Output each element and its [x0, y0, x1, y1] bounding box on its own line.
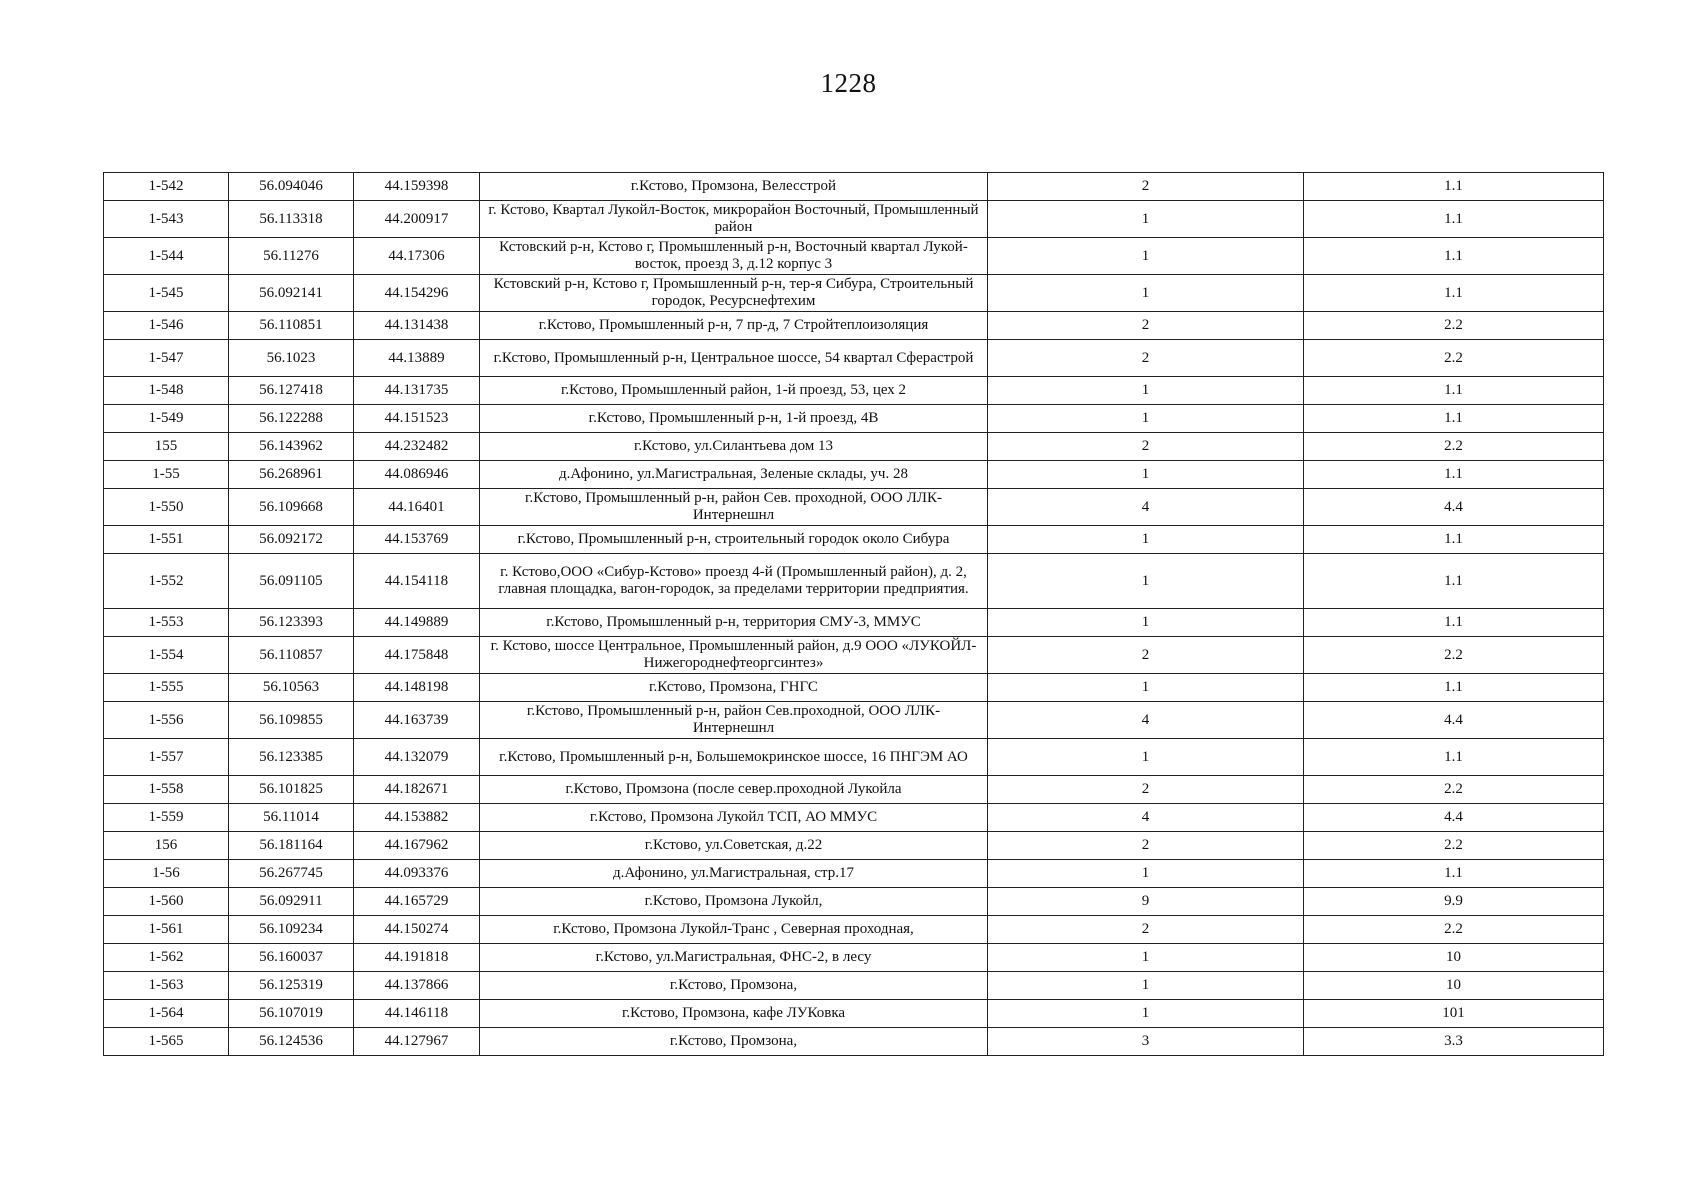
- latitude-cell: 56.1023: [229, 340, 354, 377]
- count-cell: 2: [988, 433, 1304, 461]
- address-cell: г.Кстово, Промзона,: [480, 972, 988, 1000]
- longitude-cell: 44.200917: [354, 201, 480, 238]
- row-id-cell: 1-565: [104, 1028, 229, 1056]
- row-id-cell: 1-556: [104, 702, 229, 739]
- address-cell: г.Кстово, Промышленный р-н, Большемокринское шоссе, 16 ПНГЭМ АО: [480, 739, 988, 776]
- row-id-cell: 1-56: [104, 860, 229, 888]
- address-cell: г.Кстово, ул.Советская, д.22: [480, 832, 988, 860]
- address-cell: г.Кстово, Промзона, ГНГС: [480, 674, 988, 702]
- row-id-cell: 1-543: [104, 201, 229, 238]
- longitude-cell: 44.159398: [354, 173, 480, 201]
- table-body: [104, 173, 1604, 1056]
- latitude-cell: 56.110857: [229, 637, 354, 674]
- table-row: [104, 1000, 1604, 1028]
- row-id-cell: 1-558: [104, 776, 229, 804]
- address-cell: д.Афонино, ул.Магистральная, Зеленые склады, уч. 28: [480, 461, 988, 489]
- table-row: [104, 888, 1604, 916]
- address-cell: г. Кстово, Квартал Лукойл-Восток, микрорайон Восточный, Промышленный район: [480, 201, 988, 238]
- address-cell: г.Кстово, Промышленный р-н, строительный городок около Сибура: [480, 526, 988, 554]
- longitude-cell: 44.086946: [354, 461, 480, 489]
- value-cell: 1.1: [1304, 461, 1604, 489]
- table-row: [104, 739, 1604, 776]
- value-cell: 4.4: [1304, 489, 1604, 526]
- row-id-cell: 156: [104, 832, 229, 860]
- row-id-cell: 155: [104, 433, 229, 461]
- latitude-cell: 56.109855: [229, 702, 354, 739]
- latitude-cell: 56.091105: [229, 554, 354, 609]
- longitude-cell: 44.191818: [354, 944, 480, 972]
- latitude-cell: 56.092172: [229, 526, 354, 554]
- longitude-cell: 44.16401: [354, 489, 480, 526]
- table-row: [104, 340, 1604, 377]
- row-id-cell: 1-545: [104, 275, 229, 312]
- page-number: 1228: [820, 68, 877, 98]
- longitude-cell: 44.154296: [354, 275, 480, 312]
- latitude-cell: 56.125319: [229, 972, 354, 1000]
- longitude-cell: 44.153769: [354, 526, 480, 554]
- table-row: [104, 275, 1604, 312]
- value-cell: 2.2: [1304, 433, 1604, 461]
- address-cell: г.Кстово, Промышленный р-н, Центральное шоссе, 54 квартал Сферастрой: [480, 340, 988, 377]
- row-id-cell: 1-546: [104, 312, 229, 340]
- address-cell: г.Кстово, ул.Силантьева дом 13: [480, 433, 988, 461]
- longitude-cell: 44.165729: [354, 888, 480, 916]
- address-cell: г.Кстово, Промзона Лукойл ТСП, АО ММУС: [480, 804, 988, 832]
- address-cell: г.Кстово, ул.Магистральная, ФНС-2, в лесу: [480, 944, 988, 972]
- value-cell: 1.1: [1304, 173, 1604, 201]
- count-cell: 1: [988, 238, 1304, 275]
- value-cell: 2.2: [1304, 340, 1604, 377]
- value-cell: 2.2: [1304, 312, 1604, 340]
- address-cell: г.Кстово, Промзона, кафе ЛУКовка: [480, 1000, 988, 1028]
- row-id-cell: 1-549: [104, 405, 229, 433]
- row-id-cell: 1-552: [104, 554, 229, 609]
- address-cell: г. Кстово, шоссе Центральное, Промышленный район, д.9 ООО «ЛУКОЙЛ-Нижегороднефтеоргсинтез»: [480, 637, 988, 674]
- longitude-cell: 44.151523: [354, 405, 480, 433]
- longitude-cell: 44.153882: [354, 804, 480, 832]
- address-cell: г.Кстово, Промзона (после север.проходной Лукойла: [480, 776, 988, 804]
- longitude-cell: 44.131735: [354, 377, 480, 405]
- latitude-cell: 56.11276: [229, 238, 354, 275]
- count-cell: 4: [988, 804, 1304, 832]
- count-cell: 1: [988, 1000, 1304, 1028]
- latitude-cell: 56.160037: [229, 944, 354, 972]
- longitude-cell: 44.150274: [354, 916, 480, 944]
- table-row: [104, 860, 1604, 888]
- latitude-cell: 56.123385: [229, 739, 354, 776]
- table-row: [104, 377, 1604, 405]
- row-id-cell: 1-550: [104, 489, 229, 526]
- count-cell: 1: [988, 405, 1304, 433]
- row-id-cell: 1-542: [104, 173, 229, 201]
- table-row: [104, 489, 1604, 526]
- value-cell: 1.1: [1304, 377, 1604, 405]
- longitude-cell: 44.163739: [354, 702, 480, 739]
- row-id-cell: 1-551: [104, 526, 229, 554]
- value-cell: 1.1: [1304, 674, 1604, 702]
- count-cell: 2: [988, 916, 1304, 944]
- latitude-cell: 56.101825: [229, 776, 354, 804]
- value-cell: 10: [1304, 944, 1604, 972]
- longitude-cell: 44.232482: [354, 433, 480, 461]
- address-cell: г.Кстово, Промзона Лукойл-Транс , Северная проходная,: [480, 916, 988, 944]
- table-row: [104, 461, 1604, 489]
- latitude-cell: 56.109234: [229, 916, 354, 944]
- count-cell: 9: [988, 888, 1304, 916]
- longitude-cell: 44.167962: [354, 832, 480, 860]
- count-cell: 1: [988, 554, 1304, 609]
- longitude-cell: 44.137866: [354, 972, 480, 1000]
- latitude-cell: 56.107019: [229, 1000, 354, 1028]
- value-cell: 1.1: [1304, 275, 1604, 312]
- table-row: [104, 916, 1604, 944]
- table-row: [104, 1028, 1604, 1056]
- count-cell: 4: [988, 489, 1304, 526]
- row-id-cell: 1-554: [104, 637, 229, 674]
- value-cell: 2.2: [1304, 916, 1604, 944]
- value-cell: 2.2: [1304, 637, 1604, 674]
- value-cell: 101: [1304, 1000, 1604, 1028]
- latitude-cell: 56.092141: [229, 275, 354, 312]
- address-cell: Кстовский р-н, Кстово г, Промышленный р-н, тер-я Сибура, Строительный городок, Ресурснефтехим: [480, 275, 988, 312]
- address-cell: г.Кстово, Промышленный р-н, 7 пр-д, 7 Стройтеплоизоляция: [480, 312, 988, 340]
- value-cell: 4.4: [1304, 804, 1604, 832]
- address-cell: г. Кстово,ООО «Сибур-Кстово» проезд 4-й (Промышленный район), д. 2, главная площадка, вагон-городок, за пределами территории предприятия.: [480, 554, 988, 609]
- count-cell: 1: [988, 526, 1304, 554]
- row-id-cell: 1-555: [104, 674, 229, 702]
- latitude-cell: 56.094046: [229, 173, 354, 201]
- address-cell: г.Кстово, Промышленный р-н, 1-й проезд, 4В: [480, 405, 988, 433]
- latitude-cell: 56.110851: [229, 312, 354, 340]
- row-id-cell: 1-560: [104, 888, 229, 916]
- value-cell: 2.2: [1304, 832, 1604, 860]
- row-id-cell: 1-547: [104, 340, 229, 377]
- address-cell: д.Афонино, ул.Магистральная, стр.17: [480, 860, 988, 888]
- count-cell: 1: [988, 609, 1304, 637]
- count-cell: 3: [988, 1028, 1304, 1056]
- table-row: [104, 433, 1604, 461]
- value-cell: 3.3: [1304, 1028, 1604, 1056]
- count-cell: 1: [988, 275, 1304, 312]
- count-cell: 2: [988, 173, 1304, 201]
- address-cell: г.Кстово, Промышленный р-н, район Сев. проходной, ООО ЛЛК-Интернешнл: [480, 489, 988, 526]
- table-row: [104, 776, 1604, 804]
- latitude-cell: 56.181164: [229, 832, 354, 860]
- value-cell: 1.1: [1304, 860, 1604, 888]
- count-cell: 1: [988, 674, 1304, 702]
- table-row: [104, 609, 1604, 637]
- longitude-cell: 44.131438: [354, 312, 480, 340]
- count-cell: 1: [988, 461, 1304, 489]
- count-cell: 1: [988, 201, 1304, 238]
- longitude-cell: 44.13889: [354, 340, 480, 377]
- count-cell: 2: [988, 832, 1304, 860]
- count-cell: 2: [988, 637, 1304, 674]
- address-cell: г.Кстово, Промышленный р-н, район Сев.проходной, ООО ЛЛК-Интернешнл: [480, 702, 988, 739]
- count-cell: 2: [988, 312, 1304, 340]
- longitude-cell: 44.182671: [354, 776, 480, 804]
- value-cell: 1.1: [1304, 739, 1604, 776]
- latitude-cell: 56.11014: [229, 804, 354, 832]
- value-cell: 1.1: [1304, 201, 1604, 238]
- longitude-cell: 44.17306: [354, 238, 480, 275]
- value-cell: 10: [1304, 972, 1604, 1000]
- count-cell: 4: [988, 702, 1304, 739]
- address-cell: г.Кстово, Промзона Лукойл,: [480, 888, 988, 916]
- address-cell: Кстовский р-н, Кстово г, Промышленный р-н, Восточный квартал Лукой- восток, проезд 3, д.12 корпус 3: [480, 238, 988, 275]
- table-row: [104, 201, 1604, 238]
- table-row: [104, 173, 1604, 201]
- count-cell: 2: [988, 776, 1304, 804]
- longitude-cell: 44.093376: [354, 860, 480, 888]
- table-row: [104, 702, 1604, 739]
- value-cell: 1.1: [1304, 238, 1604, 275]
- latitude-cell: 56.113318: [229, 201, 354, 238]
- table-row: [104, 312, 1604, 340]
- latitude-cell: 56.123393: [229, 609, 354, 637]
- table-row: [104, 832, 1604, 860]
- count-cell: 2: [988, 340, 1304, 377]
- value-cell: 1.1: [1304, 609, 1604, 637]
- value-cell: 1.1: [1304, 405, 1604, 433]
- table-row: [104, 637, 1604, 674]
- longitude-cell: 44.127967: [354, 1028, 480, 1056]
- table-row: [104, 972, 1604, 1000]
- row-id-cell: 1-559: [104, 804, 229, 832]
- row-id-cell: 1-548: [104, 377, 229, 405]
- row-id-cell: 1-563: [104, 972, 229, 1000]
- address-cell: г.Кстово, Промышленный район, 1-й проезд, 53, цех 2: [480, 377, 988, 405]
- table-row: [104, 804, 1604, 832]
- latitude-cell: 56.122288: [229, 405, 354, 433]
- data-table: [103, 172, 1604, 1056]
- row-id-cell: 1-561: [104, 916, 229, 944]
- address-cell: г.Кстово, Промышленный р-н, территория СМУ-3, ММУС: [480, 609, 988, 637]
- table-row: [104, 238, 1604, 275]
- longitude-cell: 44.149889: [354, 609, 480, 637]
- value-cell: 9.9: [1304, 888, 1604, 916]
- latitude-cell: 56.10563: [229, 674, 354, 702]
- row-id-cell: 1-553: [104, 609, 229, 637]
- latitude-cell: 56.092911: [229, 888, 354, 916]
- value-cell: 4.4: [1304, 702, 1604, 739]
- count-cell: 1: [988, 860, 1304, 888]
- table-row: [104, 526, 1604, 554]
- value-cell: 1.1: [1304, 526, 1604, 554]
- table-row: [104, 554, 1604, 609]
- longitude-cell: 44.154118: [354, 554, 480, 609]
- table-row: [104, 944, 1604, 972]
- row-id-cell: 1-544: [104, 238, 229, 275]
- latitude-cell: 56.268961: [229, 461, 354, 489]
- address-cell: г.Кстово, Промзона,: [480, 1028, 988, 1056]
- value-cell: 1.1: [1304, 554, 1604, 609]
- latitude-cell: 56.143962: [229, 433, 354, 461]
- latitude-cell: 56.124536: [229, 1028, 354, 1056]
- row-id-cell: 1-55: [104, 461, 229, 489]
- count-cell: 1: [988, 739, 1304, 776]
- latitude-cell: 56.267745: [229, 860, 354, 888]
- row-id-cell: 1-557: [104, 739, 229, 776]
- longitude-cell: 44.132079: [354, 739, 480, 776]
- count-cell: 1: [988, 972, 1304, 1000]
- table-row: [104, 674, 1604, 702]
- value-cell: 2.2: [1304, 776, 1604, 804]
- row-id-cell: 1-562: [104, 944, 229, 972]
- count-cell: 1: [988, 377, 1304, 405]
- count-cell: 1: [988, 944, 1304, 972]
- longitude-cell: 44.148198: [354, 674, 480, 702]
- longitude-cell: 44.175848: [354, 637, 480, 674]
- latitude-cell: 56.127418: [229, 377, 354, 405]
- row-id-cell: 1-564: [104, 1000, 229, 1028]
- latitude-cell: 56.109668: [229, 489, 354, 526]
- longitude-cell: 44.146118: [354, 1000, 480, 1028]
- address-cell: г.Кстово, Промзона, Велесстрой: [480, 173, 988, 201]
- table-row: [104, 405, 1604, 433]
